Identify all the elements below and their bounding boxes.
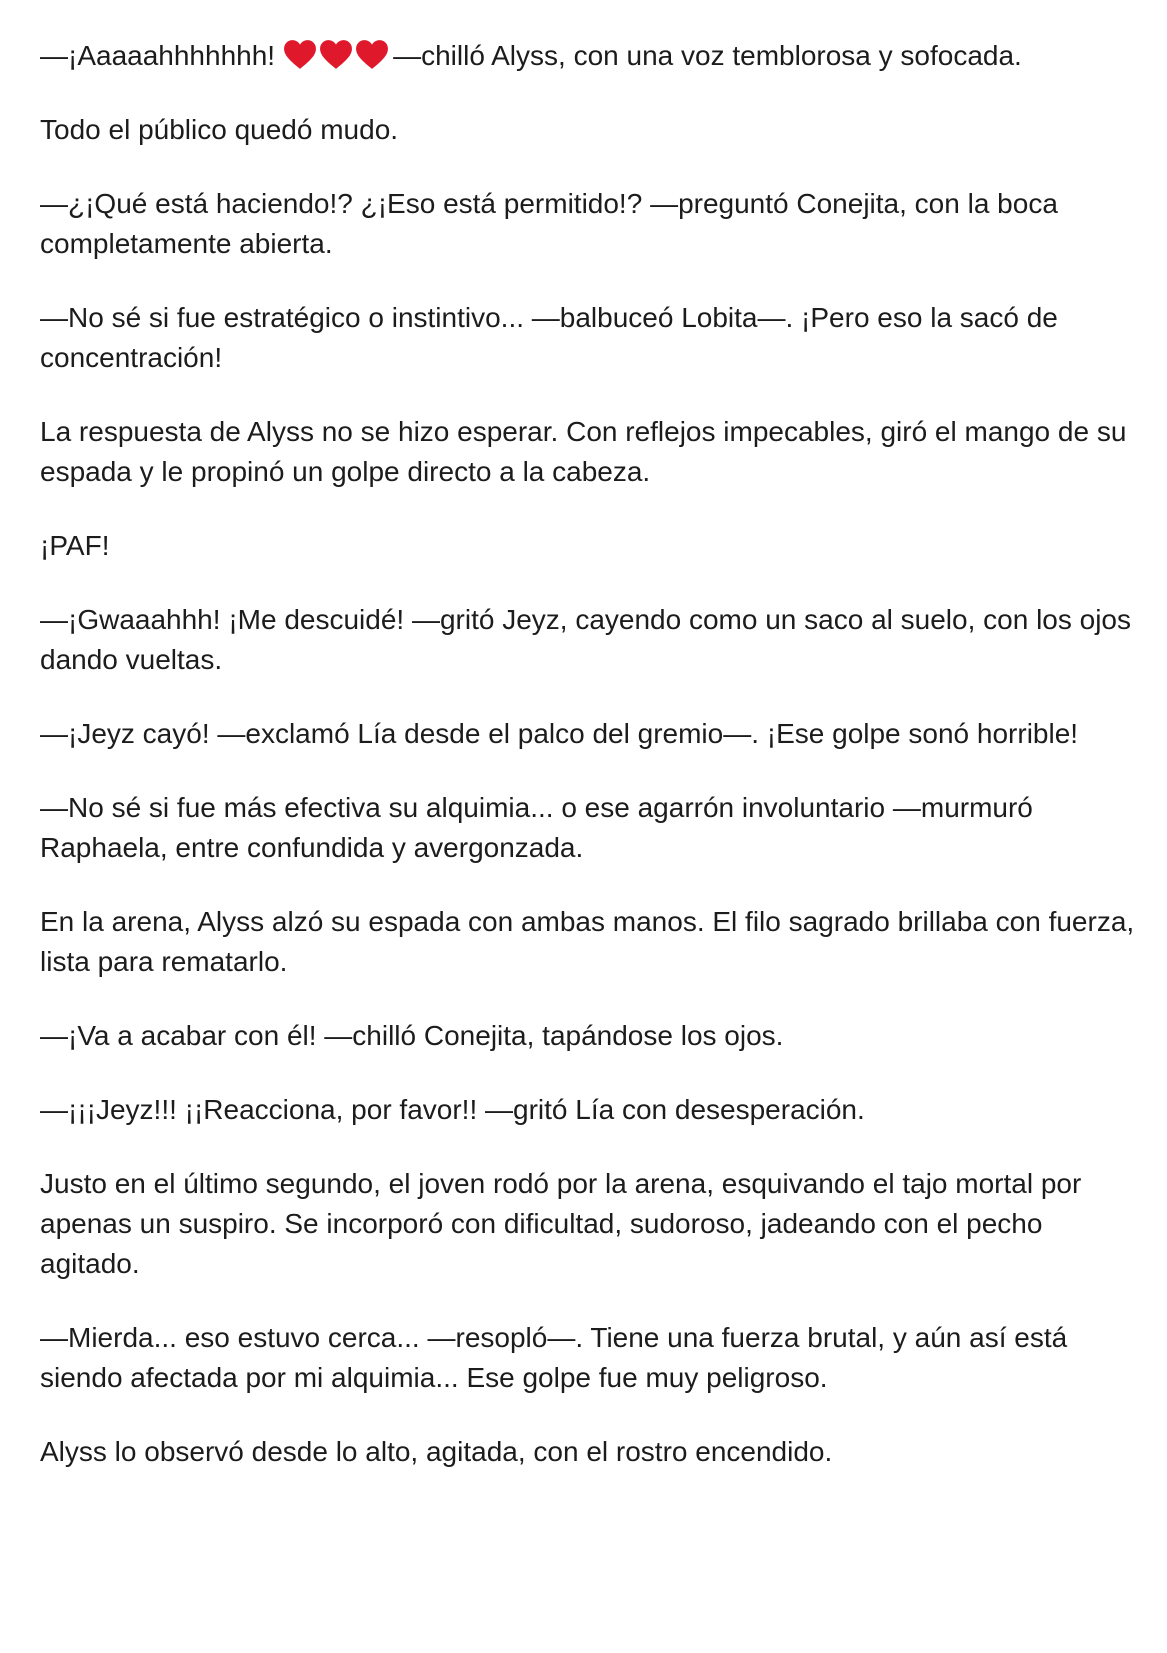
paragraph-3: —¿¡Qué está haciendo!? ¿¡Eso está permitido!? —preguntó Conejita, con la boca completamente abierta. <box>40 188 1058 259</box>
hearts-emoji-group <box>283 39 389 71</box>
paragraph-9: —No sé si fue más efectiva su alquimia... o ese agarrón involuntario —murmuró Raphaela, entre confundida y avergonzada. <box>40 792 1033 863</box>
document-page <box>40 36 1140 1506</box>
paragraph-4: —No sé si fue estratégico o instintivo... —balbuceó Lobita—. ¡Pero eso la sacó de concentración! <box>40 302 1058 373</box>
paragraph-5: La respuesta de Alyss no se hizo esperar. Con reflejos impecables, giró el mango de su espada y le propinó un golpe directo a la cabeza. <box>40 416 1127 487</box>
paragraph-15: Alyss lo observó desde lo alto, agitada, con el rostro encendido. <box>40 1436 833 1467</box>
paragraph-10: En la arena, Alyss alzó su espada con ambas manos. El filo sagrado brillaba con fuerza, lista para rematarlo. <box>40 906 1135 977</box>
paragraph-6: ¡PAF! <box>40 530 110 561</box>
paragraph-8: —¡Jeyz cayó! —exclamó Lía desde el palco del gremio—. ¡Ese golpe sonó horrible! <box>40 718 1079 749</box>
paragraph-1-before: —¡Aaaaahhhhhhh! <box>40 40 276 71</box>
paragraph-14: —Mierda... eso estuvo cerca... —resopló—. Tiene una fuerza brutal, y aún así está siendo afectada por mi alquimia... Ese golpe fue muy peligroso. <box>40 1322 1068 1393</box>
paragraph-13: Justo en el último segundo, el joven rodó por la arena, esquivando el tajo mortal por apenas un suspiro. Se incorporó con dificultad, sudoroso, jadeando con el pecho agitado. <box>40 1168 1082 1279</box>
red-heart-icon <box>319 39 353 71</box>
paragraph-1-after: —chilló Alyss, con una voz temblorosa y sofocada. <box>393 40 1022 71</box>
red-heart-icon <box>283 39 317 71</box>
paragraph-11: —¡Va a acabar con él! —chilló Conejita, tapándose los ojos. <box>40 1020 784 1051</box>
paragraph-7: —¡Gwaaahhh! ¡Me descuidé! —gritó Jeyz, cayendo como un saco al suelo, con los ojos dando vueltas. <box>40 604 1132 675</box>
paragraph-12: —¡¡¡Jeyz!!! ¡¡Reacciona, por favor!! —gritó Lía con desesperación. <box>40 1094 865 1125</box>
paragraph-1 <box>40 36 1140 76</box>
paragraph-2: Todo el público quedó mudo. <box>40 114 399 145</box>
red-heart-icon <box>355 39 389 71</box>
